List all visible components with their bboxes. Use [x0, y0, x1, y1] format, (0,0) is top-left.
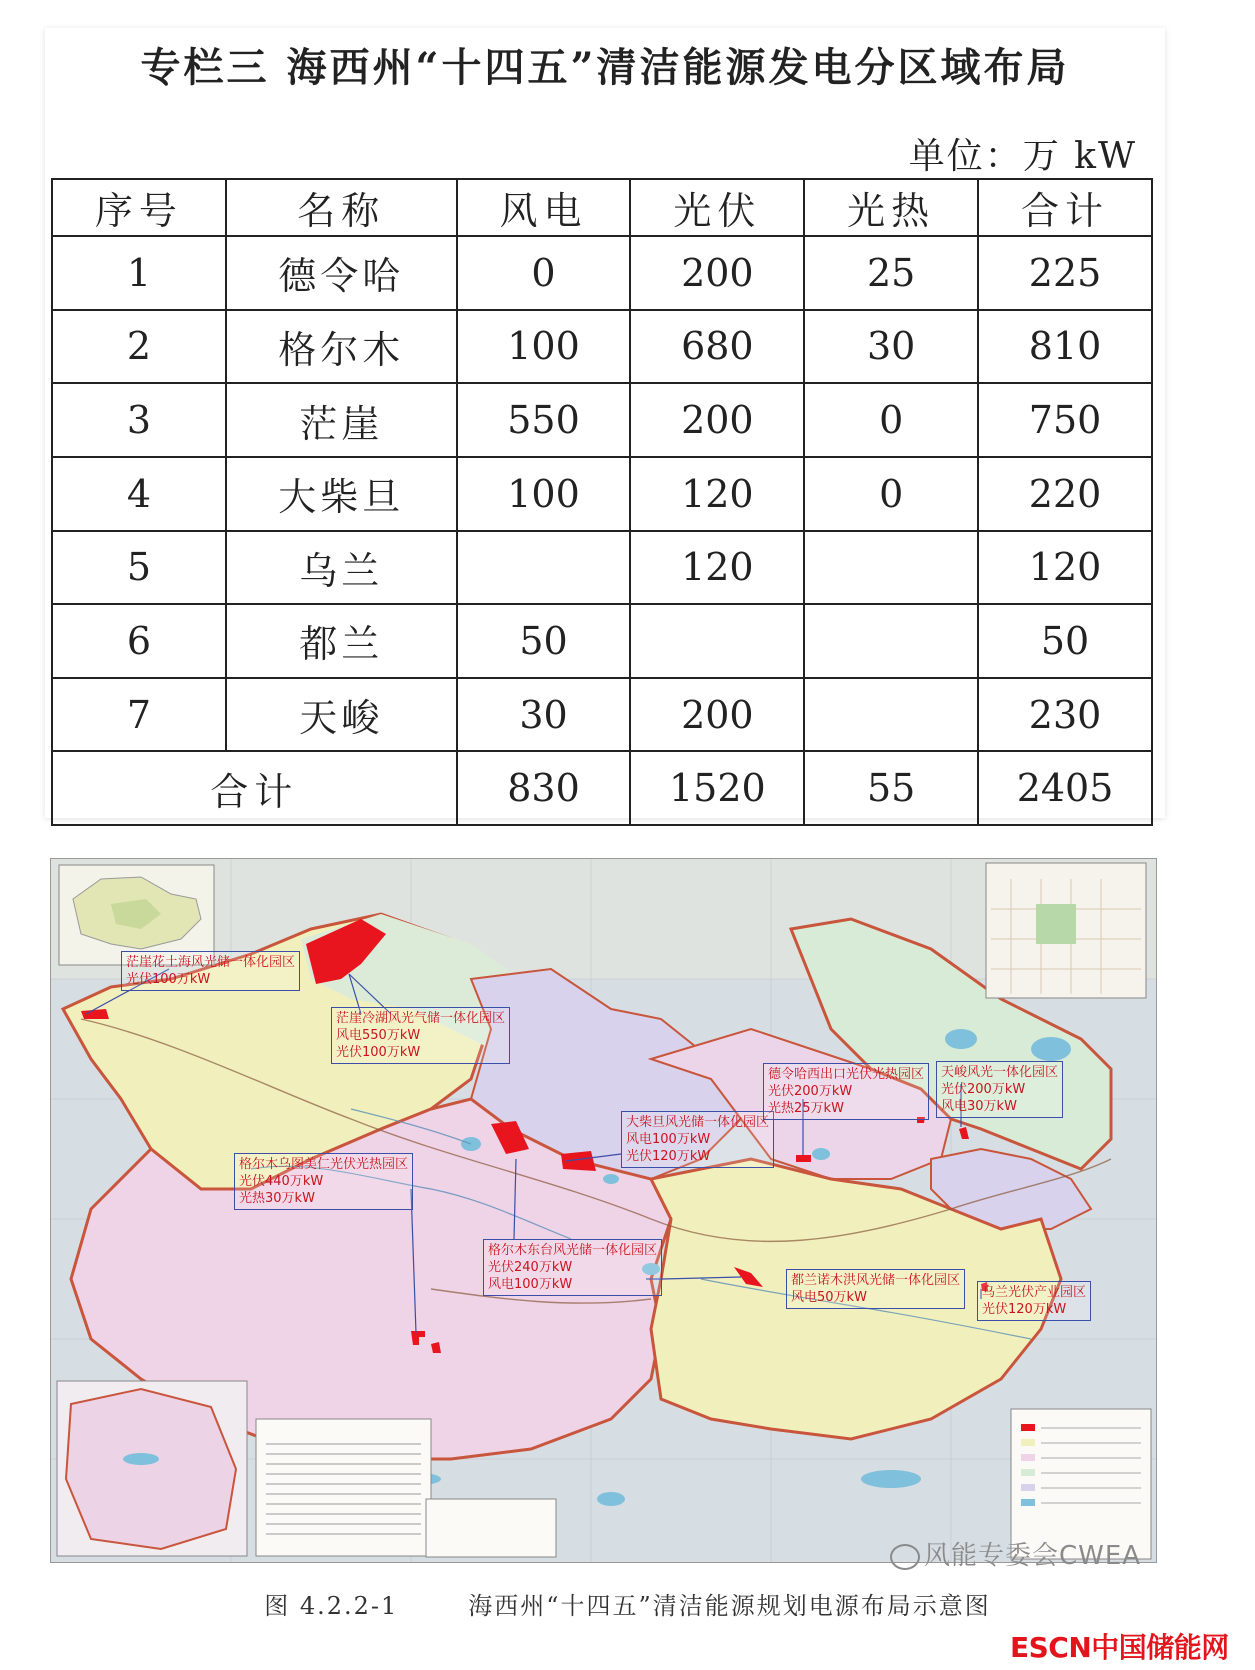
label-title: 茫崖冷湖风光气储一体化园区: [336, 1011, 506, 1026]
col-header-total: 合计: [978, 179, 1152, 236]
label-delingha: [763, 1063, 929, 1120]
cell-name: 大柴旦: [226, 457, 457, 531]
label-capacity: 光伏440万kW: [239, 1174, 324, 1189]
table-row: [52, 678, 1152, 752]
label-capacity: 光伏100万kW: [336, 1045, 421, 1060]
table-header-row: [52, 179, 1152, 236]
label-geermu-dongtai: [483, 1239, 662, 1296]
label-capacity: 光伏240万kW: [488, 1260, 573, 1275]
caption-text: 海西州“十四五”清洁能源规划电源布局示意图: [468, 1592, 991, 1620]
cell-wind: 50: [457, 604, 631, 678]
label-capacity: 风电50万kW: [791, 1290, 867, 1305]
cell-pv: 200: [630, 678, 804, 752]
cell-name: 都兰: [226, 604, 457, 678]
cell-total: 50: [978, 604, 1152, 678]
cell-pv: 200: [630, 236, 804, 310]
wechat-icon: [890, 1544, 920, 1570]
cell-pv: 120: [630, 457, 804, 531]
table-title: 专栏三 海西州“十四五”清洁能源发电分区域布局: [140, 44, 1070, 91]
cell-index: 6: [52, 604, 226, 678]
col-header-name: 名称: [226, 179, 457, 236]
label-capacity: 风电100万kW: [488, 1277, 573, 1292]
label-dulan: [786, 1269, 965, 1309]
label-wulan: [977, 1281, 1091, 1321]
label-tianjun: [936, 1061, 1063, 1118]
label-title: 都兰诺木洪风光储一体化园区: [791, 1273, 961, 1288]
cell-wind: 550: [457, 383, 631, 457]
table-row: [52, 236, 1152, 310]
cell-wind: 100: [457, 457, 631, 531]
table-row: [52, 310, 1152, 384]
table-unit: 单位：万 kW: [908, 136, 1137, 177]
cell-wind: 0: [457, 236, 631, 310]
total-csp: 55: [804, 751, 978, 825]
escn-logo: ESCN中国储能网: [1010, 1631, 1229, 1664]
col-header-pv: 光伏: [630, 179, 804, 236]
haixi-energy-map: [50, 858, 1157, 1563]
cell-pv: [630, 604, 804, 678]
table-row: [52, 457, 1152, 531]
cell-index: 5: [52, 531, 226, 605]
col-header-wind: 风电: [457, 179, 631, 236]
label-dachaidan: [621, 1111, 774, 1168]
cell-index: 7: [52, 678, 226, 752]
label-title: 格尔木乌图美仁光伏光热园区: [239, 1157, 409, 1172]
caption-number: 图 4.2.2-1: [264, 1592, 399, 1620]
total-sum: 2405: [978, 751, 1152, 825]
cell-pv: 120: [630, 531, 804, 605]
cell-total: 120: [978, 531, 1152, 605]
label-capacity: 光伏120万kW: [982, 1302, 1067, 1317]
cell-name: 天峻: [226, 678, 457, 752]
cell-csp: 30: [804, 310, 978, 384]
col-header-csp: 光热: [804, 179, 978, 236]
label-title: 德令哈西出口光伏光热园区: [768, 1067, 925, 1082]
cell-name: 德令哈: [226, 236, 457, 310]
cell-index: 4: [52, 457, 226, 531]
cell-index: 2: [52, 310, 226, 384]
energy-table-card: [45, 28, 1165, 818]
label-capacity: 光热30万kW: [239, 1191, 315, 1206]
label-title: 天峻风光一体化园区: [941, 1065, 1059, 1080]
cell-csp: 0: [804, 457, 978, 531]
figure-caption: [0, 1586, 1255, 1621]
cell-name: 乌兰: [226, 531, 457, 605]
cell-index: 3: [52, 383, 226, 457]
label-capacity: 风电100万kW: [626, 1132, 711, 1147]
label-capacity: 光伏200万kW: [768, 1084, 853, 1099]
cell-total: 220: [978, 457, 1152, 531]
label-title: 格尔木东台风光储一体化园区: [488, 1243, 658, 1258]
cell-wind: [457, 531, 631, 605]
cell-total: 750: [978, 383, 1152, 457]
table-total-row: [52, 751, 1152, 825]
watermark: [890, 1535, 1141, 1572]
cell-wind: 30: [457, 678, 631, 752]
table-row: [52, 383, 1152, 457]
watermark-text: 风能专委会CWEA: [924, 1541, 1142, 1571]
total-label: 合计: [52, 751, 457, 825]
label-mangya-huatu: [121, 951, 300, 991]
col-header-index: 序号: [52, 179, 226, 236]
label-title: 乌兰光伏产业园区: [982, 1285, 1087, 1300]
cell-total: 810: [978, 310, 1152, 384]
total-wind: 830: [457, 751, 631, 825]
cell-total: 225: [978, 236, 1152, 310]
table-row: [52, 604, 1152, 678]
cell-pv: 200: [630, 383, 804, 457]
cell-csp: [804, 678, 978, 752]
label-capacity: 光伏200万kW: [941, 1082, 1026, 1097]
total-pv: 1520: [630, 751, 804, 825]
label-capacity: 光热25万kW: [768, 1101, 844, 1116]
label-capacity: 风电30万kW: [941, 1099, 1017, 1114]
label-title: 大柴旦风光储一体化园区: [626, 1115, 770, 1130]
cell-name: 格尔木: [226, 310, 457, 384]
cell-name: 茫崖: [226, 383, 457, 457]
label-title: 茫崖花土海风光储一体化园区: [126, 955, 296, 970]
cell-csp: 0: [804, 383, 978, 457]
label-mangya-lenghu: [331, 1007, 510, 1064]
cell-wind: 100: [457, 310, 631, 384]
cell-csp: 25: [804, 236, 978, 310]
label-capacity: 光伏100万kW: [126, 972, 211, 987]
cell-total: 230: [978, 678, 1152, 752]
label-geermu-wutu: [234, 1153, 413, 1210]
label-capacity: 风电550万kW: [336, 1028, 421, 1043]
cell-pv: 680: [630, 310, 804, 384]
table-row: [52, 531, 1152, 605]
cell-csp: [804, 604, 978, 678]
energy-table: [51, 178, 1153, 826]
label-capacity: 光伏120万kW: [626, 1149, 711, 1164]
cell-index: 1: [52, 236, 226, 310]
cell-csp: [804, 531, 978, 605]
